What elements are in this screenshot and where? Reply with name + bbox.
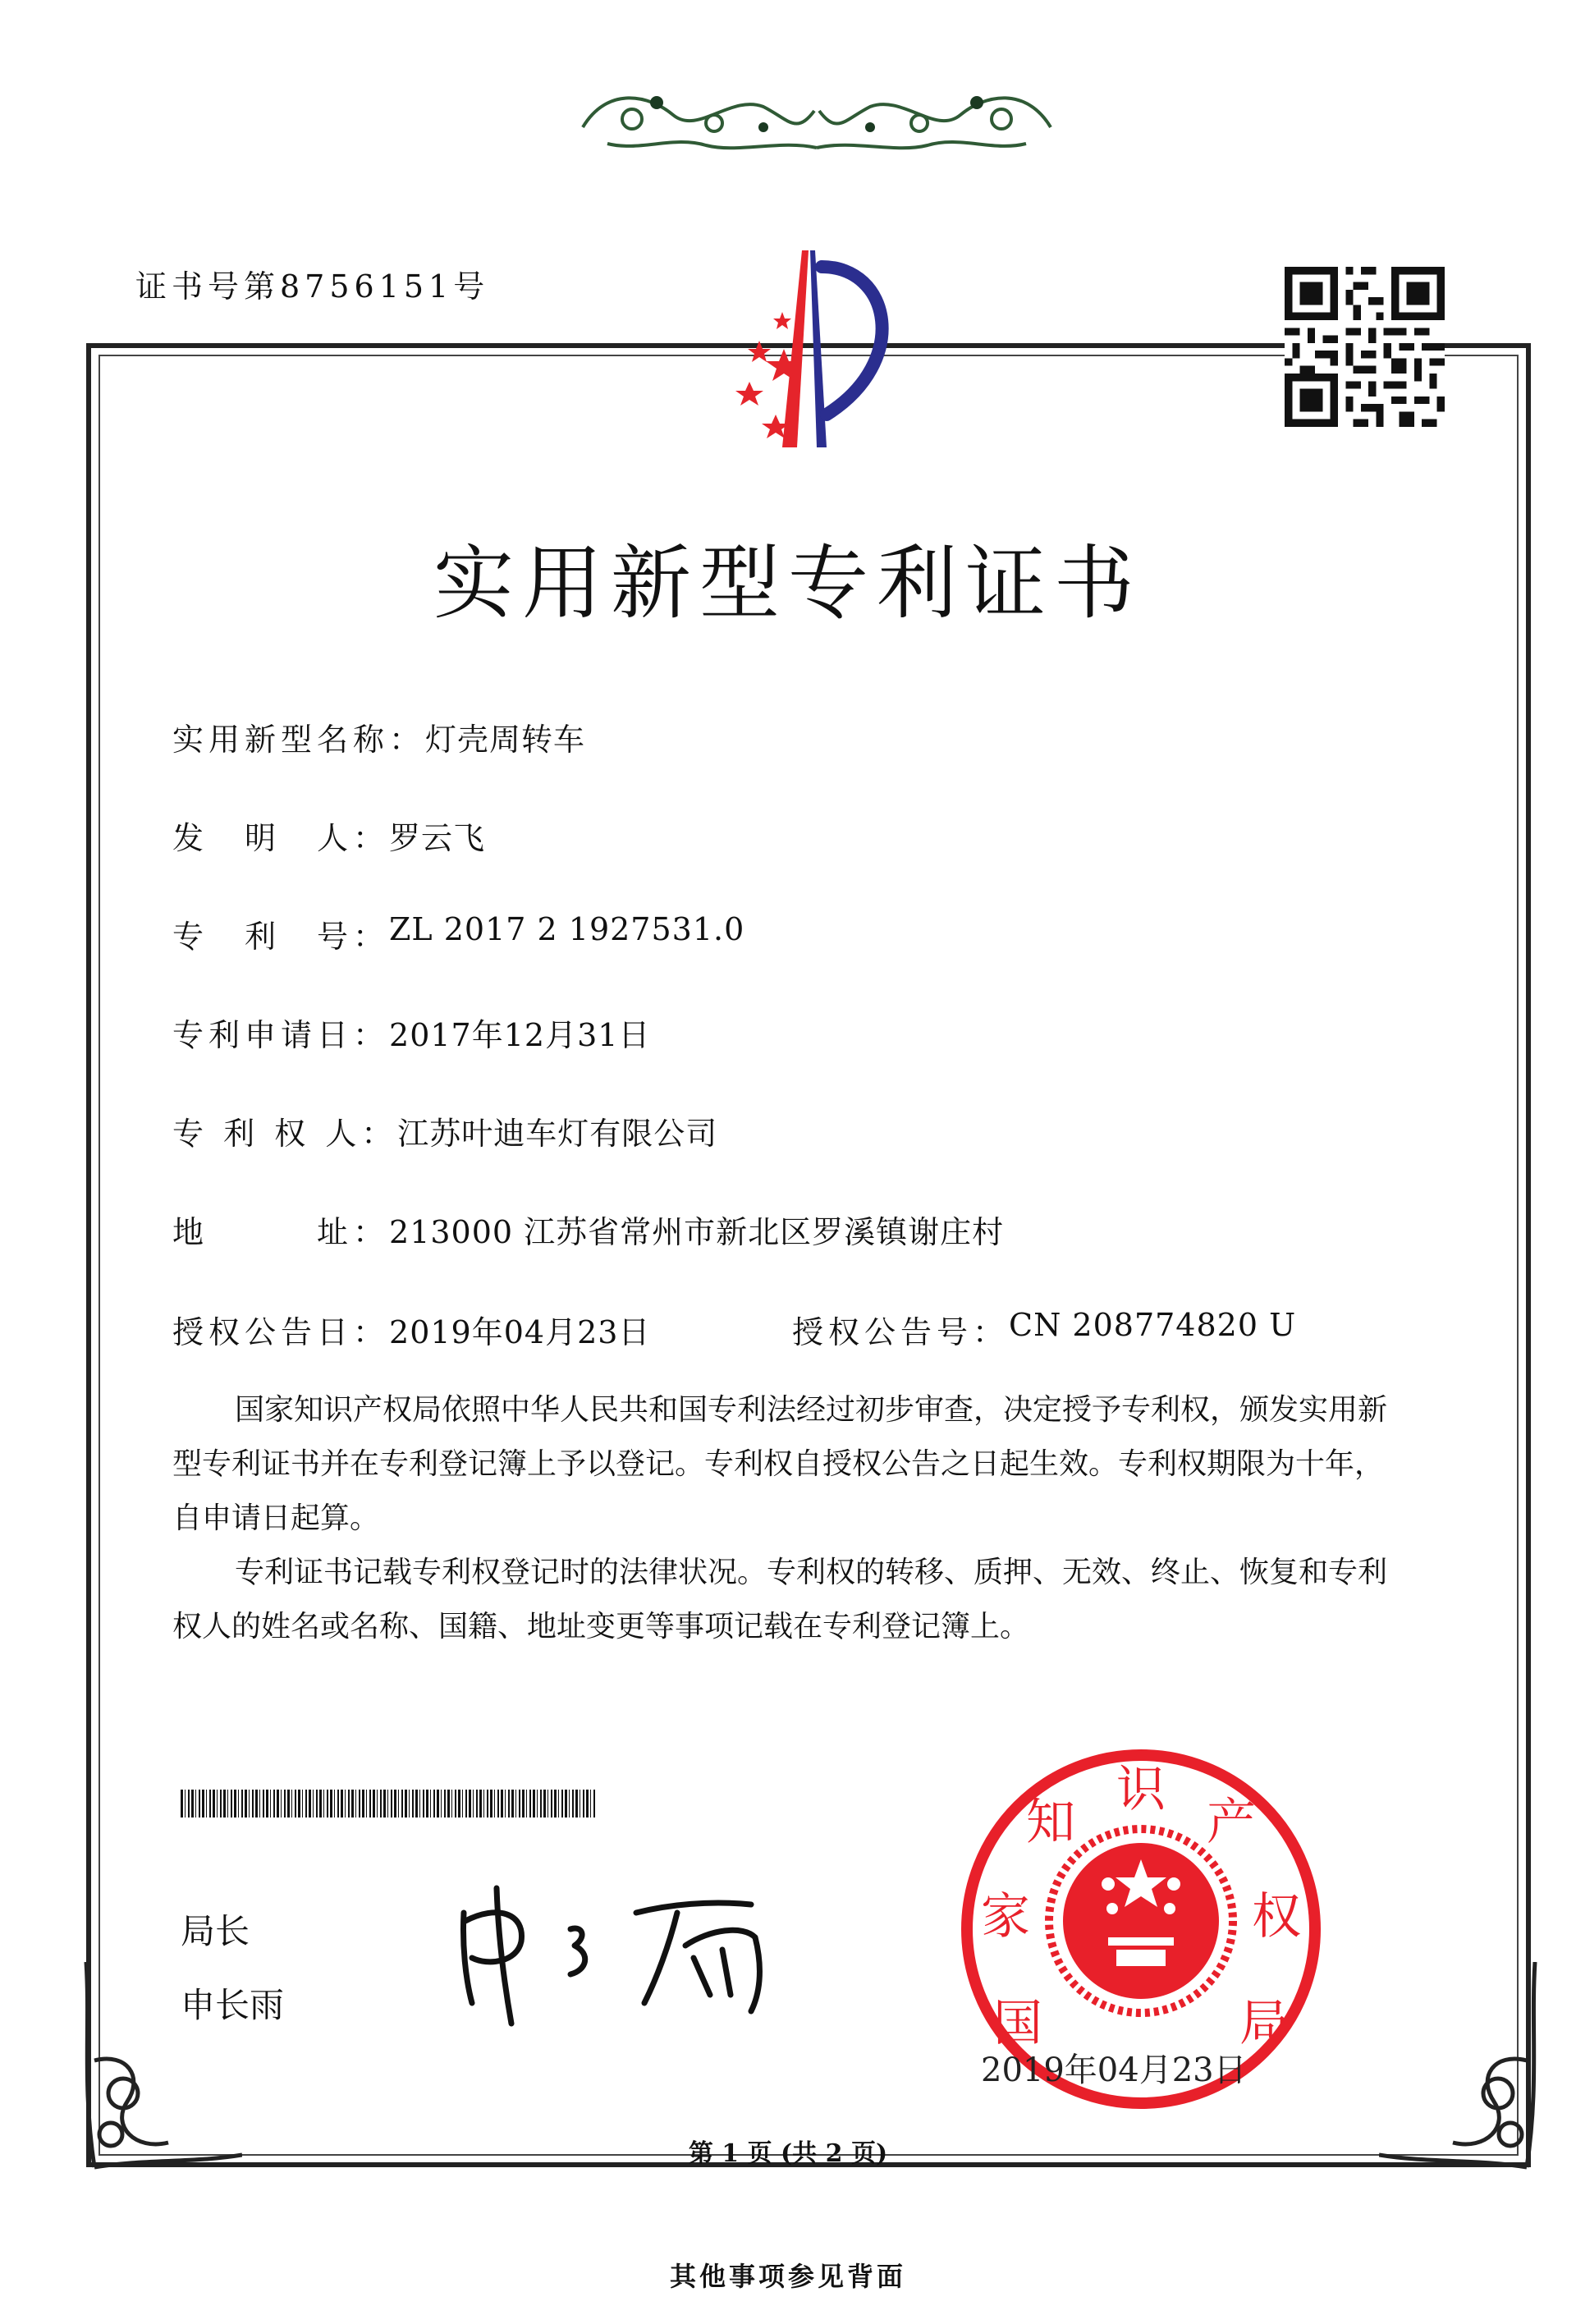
field-value: 罗云飞 (389, 820, 486, 856)
field-label: 专利申请日： (172, 1017, 390, 1053)
field-value: 灯壳周转车 (425, 722, 586, 758)
field-value: 213000 江苏省常州市新北区罗溪镇谢庄村 (389, 1214, 1005, 1250)
field-label: 专 利 权 人： (172, 1116, 398, 1152)
svg-text:家: 家 (981, 1888, 1030, 1946)
field-label: 授权公告日： (172, 1314, 390, 1350)
statement-paragraph: 国家知识产权局依照中华人民共和国专利法经过初步审查，决定授予专利权，颁发实用新型专利证书并在专利登记簿上予以登记。专利权自授权公告之日起生效。专利权期限为十年，自申请日起算。 (172, 1393, 1388, 1535)
svg-text:国: 国 (993, 1995, 1042, 2052)
field-grant-date (172, 1307, 650, 1352)
statement-paragraph: 专利证书记载专利权登记时的法律状况。专利权的转移、质押、无效、终止、恢复和专利权人的姓名或名称、国籍、地址变更等事项记载在专利登记簿上。 (172, 1556, 1388, 1643)
legal-statement (172, 1383, 1404, 1654)
field-grant-number (792, 1307, 1296, 1352)
field-label: 授权公告号： (792, 1314, 1010, 1350)
director-signature-icon (447, 1880, 800, 2028)
field-label: 专 利 号： (172, 919, 390, 955)
field-label: 地 址： (172, 1214, 390, 1250)
dragon-ornament-icon (575, 78, 1059, 156)
page-indicator: 第 1 页 (共 2 页) (688, 2139, 888, 2168)
director-name: 申长雨 (181, 1985, 285, 2025)
patent-office-logo-icon (685, 246, 932, 452)
director-title: 局长 (181, 1911, 250, 1951)
field-value: ZL 2017 2 1927531.0 (389, 911, 745, 947)
seal-date: 2019年04月23日 (981, 2051, 1247, 2089)
field-address (172, 1207, 1004, 1252)
back-note: 其他事项参见背面 (669, 2261, 906, 2292)
certificate-title: 实用新型专利证书 (433, 537, 1143, 630)
field-value: 2017年12月31日 (389, 1017, 651, 1053)
field-utility-model-name (172, 714, 585, 759)
field-patentee (172, 1108, 717, 1153)
field-application-date (172, 1010, 650, 1055)
field-value: 2019年04月23日 (389, 1314, 651, 1350)
barcode (181, 1790, 595, 1817)
field-label: 发 明 人： (172, 820, 390, 856)
qr-code[interactable] (1285, 267, 1445, 427)
field-inventor (172, 813, 485, 858)
svg-text:产: 产 (1207, 1794, 1256, 1851)
field-value: CN 208774820 U (1009, 1307, 1297, 1343)
svg-text:知: 知 (1026, 1794, 1075, 1851)
certificate-number: 证书号第8756151号 (135, 268, 490, 305)
svg-text:权: 权 (1252, 1888, 1301, 1946)
field-patent-number (172, 911, 744, 956)
field-label: 实用新型名称： (172, 722, 426, 758)
svg-text:局: 局 (1239, 1995, 1289, 2052)
svg-text:识: 识 (1116, 1761, 1166, 1818)
field-value: 江苏叶迪车灯有限公司 (397, 1116, 718, 1152)
